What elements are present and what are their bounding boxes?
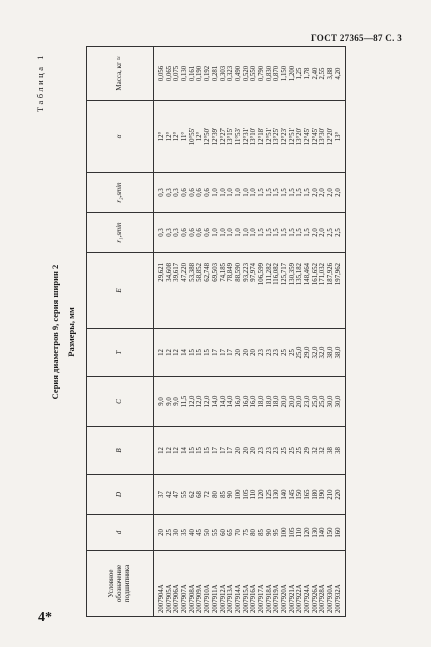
table-cell: 0,6 (181, 228, 189, 237)
table-cell: 17 (227, 349, 235, 356)
table-cell: 1,0 (227, 228, 235, 237)
table-cell: 2007913А (227, 584, 235, 613)
table-cell: 12°45' (311, 127, 319, 146)
table-cell: 0,3 (173, 228, 181, 237)
table-cell: 15 (204, 349, 212, 356)
table-cell: 2,0 (319, 228, 327, 237)
table-cell: 13° (334, 131, 342, 142)
table-cell: 2,0 (311, 188, 319, 197)
table-cell: 25 (296, 447, 304, 454)
table-cell: 88,590 (234, 263, 242, 282)
table-cell: 2007911А (211, 584, 219, 613)
table-cell: 14,0 (227, 395, 235, 408)
table-cell: 23 (273, 447, 281, 454)
table-cell: 13°20' (296, 127, 304, 146)
table-cell: 25,0 (319, 395, 327, 408)
table-cell: 2007919А (273, 584, 281, 613)
table-cell: 15 (196, 349, 204, 356)
table-cell: 0,3 (173, 188, 181, 197)
table-cell: 135,182 (296, 263, 304, 286)
table-cell: 2007916А (250, 584, 258, 613)
table-cell: 0,790 (257, 65, 265, 82)
table-cell: 1,5 (288, 228, 296, 237)
table-cell: 0,3 (158, 188, 165, 197)
table-cell: 75 (242, 529, 250, 536)
table-cell: 12°23' (281, 127, 288, 146)
table-cell: 12°18' (257, 127, 265, 146)
table-cell: 23 (273, 349, 281, 356)
table-cell: 2,55 (319, 67, 327, 80)
table-cell: 2007915А (242, 584, 250, 613)
table-cell: 18,0 (265, 395, 273, 408)
header-r2smin: r₂,smin (87, 173, 154, 213)
table-cell: 125,717 (281, 263, 288, 286)
table-cell: 23 (265, 447, 273, 454)
table-cell: 4,20 (334, 67, 342, 80)
table-cell: 58,852 (196, 263, 204, 282)
table-cell: 20 (158, 529, 165, 536)
table-cell: 105 (288, 527, 296, 538)
table-cell: 197,962 (334, 263, 342, 286)
table-cell: 1,5 (281, 188, 288, 197)
table-cell: 55 (181, 491, 189, 498)
header-designation: Условное обозначение подшипника (87, 551, 154, 617)
table-cell: 34,608 (165, 263, 173, 282)
table-cell: 3,88 (327, 67, 335, 80)
table-cell: 13°10' (250, 127, 258, 146)
table-cell: 70 (234, 529, 242, 536)
table-cell: 12 (158, 447, 165, 454)
table-cell: 9,0 (165, 397, 173, 406)
table-title-units: Размеры, мм (66, 307, 76, 357)
rotated-table-area (30, 47, 430, 617)
table-cell: 1,0 (211, 228, 219, 237)
table-cell: 0,6 (188, 188, 196, 197)
table-cell: 20 (242, 349, 250, 356)
header-D: D (87, 475, 154, 515)
table-cell: 93,223 (242, 263, 250, 282)
table-cell: 2007930А (327, 584, 335, 613)
table-cell: 74,185 (219, 263, 227, 282)
table-cell: 1,0 (242, 228, 250, 237)
table-cell: 130 (311, 527, 319, 538)
table-cell: 0,6 (204, 228, 212, 237)
table-cell: 1,5 (257, 188, 265, 197)
table-cell: 12 (158, 349, 165, 356)
table-cell: 0,065 (165, 65, 173, 82)
table-cell: 20 (234, 349, 242, 356)
table-cell: 15 (188, 447, 196, 454)
table-cell: 12°20' (327, 127, 335, 146)
table-cell: 17 (211, 447, 219, 454)
table-cell: 38 (334, 447, 342, 454)
table-cell: 2,0 (319, 188, 327, 197)
table-cell: 69,503 (211, 263, 219, 282)
table-cell: 13°15' (227, 127, 235, 146)
table-cell: 0,075 (173, 65, 181, 82)
table-cell: 1,200 (288, 65, 296, 82)
table-cell: 1,0 (219, 228, 227, 237)
table-cell: 0,3 (158, 228, 165, 237)
table-cell: 32,0 (311, 346, 319, 359)
table-cell: 25,0 (311, 395, 319, 408)
table-cell: 1,5 (288, 188, 296, 197)
table-cell: 2007922А (296, 584, 304, 613)
table-cell: 12°27' (219, 127, 227, 146)
table-cell: 90 (227, 491, 235, 498)
table-cell: 1,0 (234, 188, 242, 197)
table-cell: 25 (281, 349, 288, 356)
table-cell: 1,5 (257, 228, 265, 237)
table-cell: 0,3 (165, 228, 173, 237)
table-cell: 171,032 (319, 263, 327, 286)
table-cell: 12°50' (204, 127, 212, 146)
table-cell: 1,5 (296, 228, 304, 237)
table-cell: 14 (181, 349, 189, 356)
table-cell: 20 (242, 447, 250, 454)
table-cell: 15 (188, 349, 196, 356)
table-cell: 1,5 (296, 188, 304, 197)
margin-mark: 4* (38, 610, 52, 625)
col-r2smin (154, 173, 346, 213)
table-cell: 62,748 (204, 263, 212, 282)
table-cell: 12°39' (211, 127, 219, 146)
table-cell: 1,5 (265, 188, 273, 197)
table-title-series: Серия диаметров 9, серия ширин 2 (50, 264, 60, 400)
table-cell: 20 (250, 349, 258, 356)
table-cell: 0,192 (204, 65, 212, 82)
table-cell: 180 (311, 489, 319, 500)
table-cell: 2007910А (204, 584, 212, 613)
table-cell: 2,0 (334, 188, 342, 197)
table-cell: 1,25 (296, 67, 304, 80)
table-cell: 1,5 (273, 188, 281, 197)
table-cell: 12°51' (288, 127, 296, 146)
table-cell: 2,0 (311, 228, 319, 237)
table-cell: 47 (173, 491, 181, 498)
table-cell: 0,161 (188, 65, 196, 82)
table-cell: 0,6 (204, 188, 212, 197)
table-cell: 2,5 (327, 228, 335, 237)
table-cell: 12°45' (304, 127, 312, 146)
col-T (154, 329, 346, 377)
table-cell: 12°51' (265, 127, 273, 146)
table-cell: 17 (219, 349, 227, 356)
table-cell: 0,6 (188, 228, 196, 237)
table-cell: 12°31' (242, 127, 250, 146)
table-cell: 20,0 (281, 395, 288, 408)
table-cell: 1,0 (242, 188, 250, 197)
table-cell: 39,617 (173, 263, 181, 282)
table-cell: 2007932А (334, 584, 342, 613)
table-cell: 0,6 (181, 188, 189, 197)
table-cell: 0,190 (196, 65, 204, 82)
table-cell: 32,0 (319, 346, 327, 359)
page-header: ГОСТ 27365—87 С. 3 (310, 33, 402, 43)
table-cell: 1,150 (281, 65, 288, 82)
table-cell: 145 (288, 489, 296, 500)
header-T: T (87, 329, 154, 377)
table-cell: 45 (196, 529, 204, 536)
table-cell: 40 (188, 529, 196, 536)
col-alpha (154, 101, 346, 173)
table-cell: 78,849 (227, 263, 235, 282)
table-body-row (154, 47, 346, 617)
header-alpha: α (87, 101, 154, 173)
header-d: d (87, 515, 154, 551)
table-cell: 2007905А (165, 584, 173, 613)
table-cell: 106,599 (257, 263, 265, 286)
table-cell: 2007917А (257, 584, 265, 613)
table-cell: 15 (204, 447, 212, 454)
table-cell: 0,3 (165, 188, 173, 197)
table-cell: 11,5 (181, 395, 189, 408)
table-cell: 2007928А (319, 584, 327, 613)
table-cell: 29,0 (304, 346, 312, 359)
table-cell: 105 (242, 489, 250, 500)
table-cell: 1,0 (250, 228, 258, 237)
table-cell: 38,0 (327, 346, 335, 359)
table-cell: 23,0 (304, 395, 312, 408)
table-cell: 50 (204, 529, 212, 536)
table-cell: 80 (211, 491, 219, 498)
table-cell: 1,5 (281, 228, 288, 237)
table-cell: 23 (257, 349, 265, 356)
table-cell: 30,0 (327, 395, 335, 408)
table-cell: 12 (165, 447, 173, 454)
col-mass (154, 47, 346, 101)
table-cell: 12° (158, 131, 165, 142)
header-E: E (87, 253, 154, 329)
table-cell: 100 (281, 527, 288, 538)
table-cell: 37 (158, 491, 165, 498)
table-cell: 150 (327, 527, 335, 538)
table-cell: 25 (165, 529, 173, 536)
table-cell: 190 (319, 489, 327, 500)
table-cell: 20 (250, 447, 258, 454)
table-cell: 12° (196, 131, 204, 142)
table-cell: 14,0 (219, 395, 227, 408)
table-cell: 1,0 (250, 188, 258, 197)
table-cell: 30,0 (334, 395, 342, 408)
table-cell: 0,303 (219, 65, 227, 82)
table-cell: 47,220 (181, 263, 189, 282)
table-caption: Таблица 1 (35, 53, 45, 112)
table-cell: 12,0 (204, 395, 212, 408)
table-cell: 13°30' (319, 127, 327, 146)
col-E (154, 253, 346, 329)
table-cell: 55 (211, 529, 219, 536)
table-cell: 97,974 (250, 263, 258, 282)
table-cell: 12 (173, 447, 181, 454)
table-cell: 100 (234, 489, 242, 500)
table-cell: 29 (304, 447, 312, 454)
table-cell: 0,281 (211, 65, 219, 82)
dimensions-table (86, 46, 346, 617)
table-cell: 110 (250, 489, 258, 500)
col-C (154, 377, 346, 427)
table-cell: 2007909А (196, 584, 204, 613)
table-cell: 0,490 (234, 65, 242, 82)
table-cell: 11° (181, 131, 189, 142)
table-cell: 2007926А (311, 584, 319, 613)
table-cell: 0,056 (158, 65, 165, 82)
table-cell: 9,0 (158, 397, 165, 406)
table-cell: 1,0 (211, 188, 219, 197)
table-cell: 17 (219, 447, 227, 454)
table-cell: 120 (304, 527, 312, 538)
table-cell: 110 (296, 527, 304, 538)
table-cell: 17 (227, 447, 235, 454)
table-cell: 1,0 (219, 188, 227, 197)
table-cell: 1,0 (227, 188, 235, 197)
table-cell: 90 (265, 529, 273, 536)
table-cell: 20,0 (296, 395, 304, 408)
table-cell: 12 (165, 349, 173, 356)
col-B (154, 427, 346, 475)
table-cell: 2007918А (265, 584, 273, 613)
col-D (154, 475, 346, 515)
table-cell: 0,870 (273, 65, 281, 82)
table-cell: 35 (181, 529, 189, 536)
table-cell: 85 (219, 491, 227, 498)
table-cell: 130,359 (288, 263, 296, 286)
table-cell: 161,652 (311, 263, 319, 286)
table-cell: 148,464 (304, 263, 312, 286)
table-cell: 80 (250, 529, 258, 536)
table-cell: 0,6 (196, 228, 204, 237)
table-cell: 2,5 (334, 228, 342, 237)
table-cell: 30 (173, 529, 181, 536)
table-cell: 15 (196, 447, 204, 454)
table-cell: 38 (327, 447, 335, 454)
table-cell: 0,520 (242, 65, 250, 82)
table-cell: 160 (334, 527, 342, 538)
table-cell: 12,0 (196, 395, 204, 408)
table-cell: 1,78 (304, 67, 312, 80)
table-cell: 18,0 (273, 395, 281, 408)
table-cell: 1,5 (265, 228, 273, 237)
header-C: C (87, 377, 154, 427)
table-cell: 140 (319, 527, 327, 538)
table-cell: 0,130 (181, 65, 189, 82)
table-cell: 120 (257, 489, 265, 500)
table-cell: 13°25' (273, 127, 281, 146)
table-cell: 95 (273, 529, 281, 536)
table-cell: 111,282 (265, 263, 273, 285)
table-cell: 2,40 (311, 67, 319, 80)
header-B: B (87, 427, 154, 475)
table-cell: 14 (181, 447, 189, 454)
table-cell: 0,323 (227, 65, 235, 82)
table-cell: 0,550 (250, 65, 258, 82)
table-cell: 25 (288, 349, 296, 356)
table-cell: 165 (304, 489, 312, 500)
col-d (154, 515, 346, 551)
table-cell: 150 (296, 489, 304, 500)
table-cell: 72 (204, 491, 212, 498)
table-cell: 62 (188, 491, 196, 498)
table-cell: 1,5 (304, 188, 312, 197)
table-cell: 2007912А (219, 584, 227, 613)
table-cell: 23 (257, 447, 265, 454)
table-cell: 1,5 (273, 228, 281, 237)
table-cell: 1,5 (304, 228, 312, 237)
table-cell: 9,0 (173, 397, 181, 406)
table-cell: 12° (165, 131, 173, 142)
table-cell: 68 (196, 491, 204, 498)
table-cell: 2007904А (158, 584, 165, 613)
table-header-row (87, 47, 154, 617)
table-cell: 220 (334, 489, 342, 500)
table-cell: 16,0 (234, 395, 242, 408)
table-cell: 187,926 (327, 263, 335, 286)
header-r1smin: r₁,smin (87, 213, 154, 253)
table-cell: 2007924А (304, 584, 312, 613)
table-cell: 2007914А (234, 584, 242, 613)
table-cell: 2007908А (188, 584, 196, 613)
table-cell: 25,0 (296, 346, 304, 359)
table-cell: 16,0 (250, 395, 258, 408)
col-r1smin (154, 213, 346, 253)
col-designation (154, 551, 346, 617)
table-cell: 1,0 (234, 228, 242, 237)
table-cell: 10°55' (188, 127, 196, 146)
table-cell: 32 (319, 447, 327, 454)
table-cell: 2007920А (281, 584, 288, 613)
table-cell: 17 (211, 349, 219, 356)
table-cell: 116,082 (273, 263, 281, 285)
table-cell: 12° (173, 131, 181, 142)
table-cell: 29,621 (158, 263, 165, 282)
table-cell: 65 (227, 529, 235, 536)
table-cell: 2007921А (288, 584, 296, 613)
table-cell: 125 (265, 489, 273, 500)
table-cell: 53,388 (188, 263, 196, 282)
table-cell: 12,0 (188, 395, 196, 408)
header-mass: Масса, кг ≈ (87, 47, 154, 101)
table-cell: 2007906А (173, 584, 181, 613)
table-cell: 16,0 (242, 395, 250, 408)
table-cell: 25 (288, 447, 296, 454)
table-cell: 11°53' (234, 127, 242, 146)
table-cell: 140 (281, 489, 288, 500)
table-cell: 42 (165, 491, 173, 498)
table-cell: 0,6 (196, 188, 204, 197)
table-cell: 18,0 (257, 395, 265, 408)
table-cell: 25 (281, 447, 288, 454)
table-cell: 2007907А (181, 584, 189, 613)
table-cell: 2,0 (327, 188, 335, 197)
table-cell: 0,830 (265, 65, 273, 82)
table-cell: 130 (273, 489, 281, 500)
table-cell: 23 (265, 349, 273, 356)
table-cell: 85 (257, 529, 265, 536)
table-cell: 12 (173, 349, 181, 356)
table-cell: 14,0 (211, 395, 219, 408)
table-cell: 60 (219, 529, 227, 536)
table-cell: 38,0 (334, 346, 342, 359)
table-cell: 210 (327, 489, 335, 500)
table-cell: 32 (311, 447, 319, 454)
table-cell: 20,0 (288, 395, 296, 408)
table-cell: 20 (234, 447, 242, 454)
